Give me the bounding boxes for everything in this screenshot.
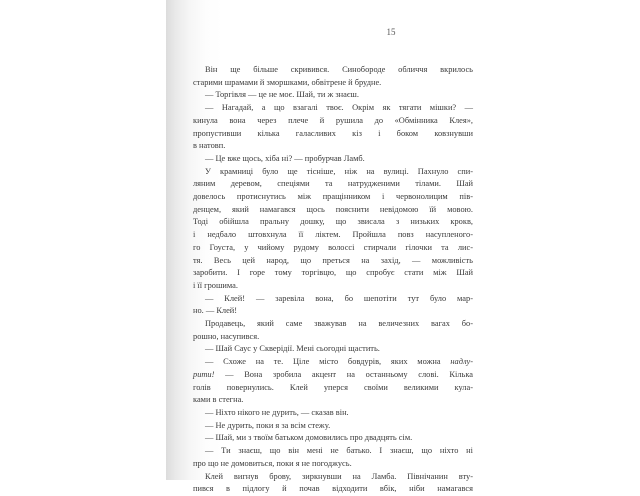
text-line: — Це вже щось, хіба ні? — пробурчав Ламб. [205,153,365,163]
text-line: рити! — Вона зробила акцент на останньому слові. Кілька [193,369,473,379]
page-number: 15 [386,27,396,37]
text-line: но. — Клей! [193,306,238,316]
page-body-text [193,64,473,496]
text-line: кинула вона через плече й рушила до «Обмінника Клея», [193,115,473,125]
text-line: пропустивши кілька галасливих кіз і боком ковзнувши [193,128,473,138]
text-line: Він ще більше скривився. Синобороде обличчя вкрилось [205,65,473,74]
text-line: ками в стегна. [193,395,244,405]
text-line: про що не домовиться, поки я не погоджусь. [193,458,352,468]
text-line: — Клей! — заревіла вона, бо шепотіти тут було мар- [205,293,473,303]
text-line: голів повернулись. Клей уперся своїми великими кула- [193,382,473,392]
text-line: і недбало штовхнула її ліктем. Пройшла повз насупленого- [193,230,473,240]
text-line: ляним деревом, спеціями та натрудженими тілами. Шай [193,179,473,189]
text-line: го Гоуста, у чийому рудому волоссі стирчали гілочки та лис- [193,242,473,252]
text-line: Продавець, який саме зважував на величезних вагах бо- [205,319,473,329]
text-line: в натовп. [193,141,226,151]
text-line: — Шай, ми з твоїм батьком домовились про двадцять сім. [205,433,413,443]
text-line: — Шай Саус у Скверідії. Мені сьогодні щастить. [205,344,380,354]
text-line: довелось протиснутись між пращінником і червонолицим пів- [193,192,473,202]
text-line: — Не дурить, поки я за всім стежу. [205,420,331,430]
text-line: — Ти знаєш, що він мені не батько. І знаєш, що ніхто ні [205,446,473,456]
text-line: Тоді обійшла пральну дошку, що звисала з низьких крокв, [193,217,473,227]
text-line: — Нагадай, а що взагалі твоє. Окрім як тягати мішки? — [205,103,473,113]
text-line: старими шрамами й зморшками, обвітрене й брудне. [193,77,382,87]
text-line: тя. Весь цей народ, що преться на захід, — можливість [193,255,473,265]
text-line: заробити. І горе тому торгівцю, що спробує стати між Шай [193,268,473,278]
text-line: і її грошима. [193,280,238,290]
text-line: — Схоже на те. Ціле місто бовдурів, яких можна надлу- [205,357,473,367]
text-line: пився в підлогу й почав відходити вбік, ніби намагався [193,484,473,494]
text-line: рошно, насупився. [193,331,260,341]
text-line: денцем, який намагався щось пояснити невідомою їй мовою. [193,204,473,214]
text-line: — Торгівля — це не моє. Шай, ти ж знаєш. [205,90,359,100]
book-page [166,0,640,494]
text-line: У крамниці було ще тісніше, ніж на вулиці. Пахнуло спи- [205,166,473,176]
text-line: — Ніхто нікого не дурить, — сказав він. [205,407,349,417]
text-line: Клей вигнув брову, зиркнувши на Ламба. Північанин вту- [205,471,473,481]
